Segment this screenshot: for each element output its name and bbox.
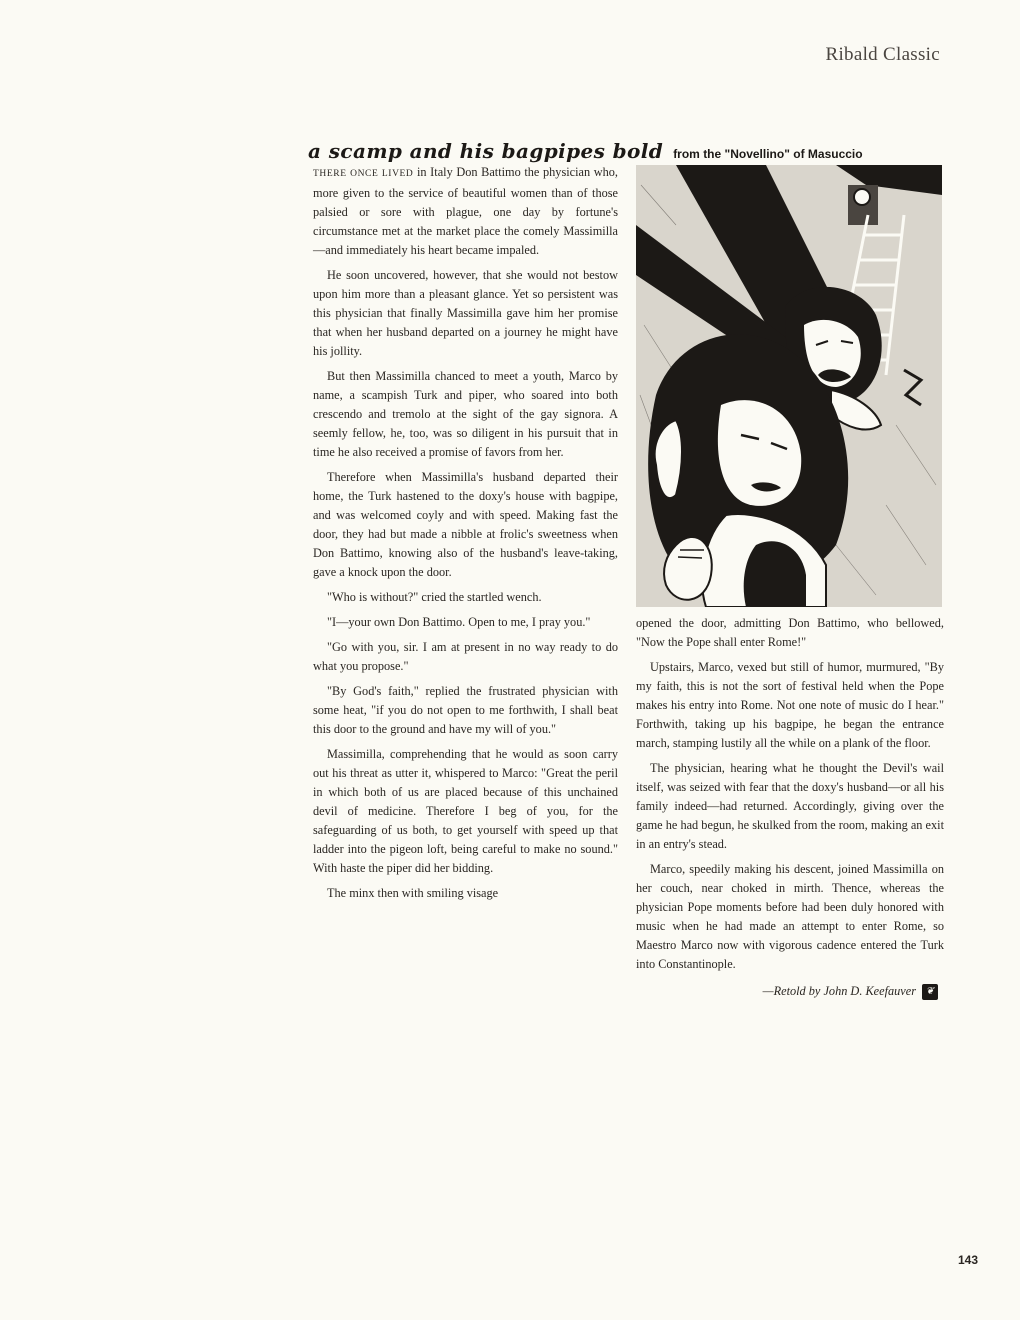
paragraph: Massimilla, comprehending that he would as soon carry out his threat as utter it, whispered to Marco: "Great the peril in which both of us are placed because of this unchained devil of medicine. Therefore I beg of you, for the safeguarding of us both, to get yourself with speed up that ladder into the pigeon loft, being careful to make no sound." With haste the piper did her bidding. [313,747,618,875]
text-column-right [636,614,944,1001]
end-mark-icon: ❦ [922,984,938,1000]
paragraph: Marco, speedily making his descent, joined Massimilla on her couch, near choked in mirth. Thence, whereas the physician Pope moments before had been duly honored with music when he had made an attempt to enter Rome, so Maestro Marco now with vigorous cadence entered the Turk into Constantinople. [636,862,944,971]
paragraph: But then Massimilla chanced to meet a youth, Marco by name, a scampish Turk and piper, who soared into both crescendo and tremolo at the sight of the gay signora. A seemly fellow, he, too, was so diligent in his pursuit that in time he also received a promise of favors from her. [313,369,618,459]
paragraph [313,163,618,260]
paragraph: Therefore when Massimilla's husband departed their home, the Turk hastened to the doxy's house with bagpipe, and was welcomed coyly and with speed. Making fast the door, they had but made a nibble at frolic's sweetness when Don Battimo, knowing also of the husband's leave-taking, gave a knock upon the door. [313,470,618,579]
paragraph: "Who is without?" cried the startled wench. [327,590,542,604]
illustration [636,165,942,607]
paragraph: "I—your own Don Battimo. Open to me, I pray you." [327,615,591,629]
article-title: a scamp and his bagpipes bold [308,139,664,163]
paragraph-text: in Italy Don Battimo the physician who, more given to the service of beautiful women than of those palsied or sore with plague, one day by fortune's circumstance met at the market place the comely Massimilla—and immediately his heart became impaled. [313,165,618,257]
article-subtitle: from the "Novellino" of Masuccio [673,147,863,161]
paragraph: Upstairs, Marco, vexed but still of humor, murmured, "By my faith, this is not the sort of festival held when the Pope makes his entry into Rome. Not one note of music do I hear." Forthwith, taking up his bagpipe, he began the entrance march, stamping lustily all the while on a plank of the floor. [636,660,944,750]
paragraph: opened the door, admitting Don Battimo, who bellowed, "Now the Pope shall enter Rome!" [636,616,944,649]
byline [636,982,944,1001]
paragraph: The physician, hearing what he thought the Devil's wail itself, was seized with fear that the doxy's husband—or all his family indeed—had returned. Accordingly, giving over the game he had begun, he skulked from the room, making an exit in an entry's stead. [636,761,944,851]
text-column-left [313,163,618,909]
article-title-row [308,139,940,163]
illustration-artwork [636,165,942,607]
paragraph: He soon uncovered, however, that she would not bestow upon him more than a pleasant glance. Yet so persistent was this physician that finally Massimilla gave him her promise that when her husband departed on a journey he might have his jollity. [313,268,618,358]
section-label: Ribald Classic [825,44,940,65]
byline-text: —Retold by John D. Keefauver [762,984,916,998]
paragraph: The minx then with smiling visage [327,886,499,900]
page-number: 143 [957,1253,978,1267]
paragraph: "Go with you, sir. I am at present in no way ready to do what you propose." [313,640,618,673]
lead-in: THERE ONCE LIVED [313,169,414,179]
paragraph: "By God's faith," replied the frustrated physician with some heat, "if you do not open to me forthwith, I shall beat this door to the ground and have my will of you." [313,684,618,736]
